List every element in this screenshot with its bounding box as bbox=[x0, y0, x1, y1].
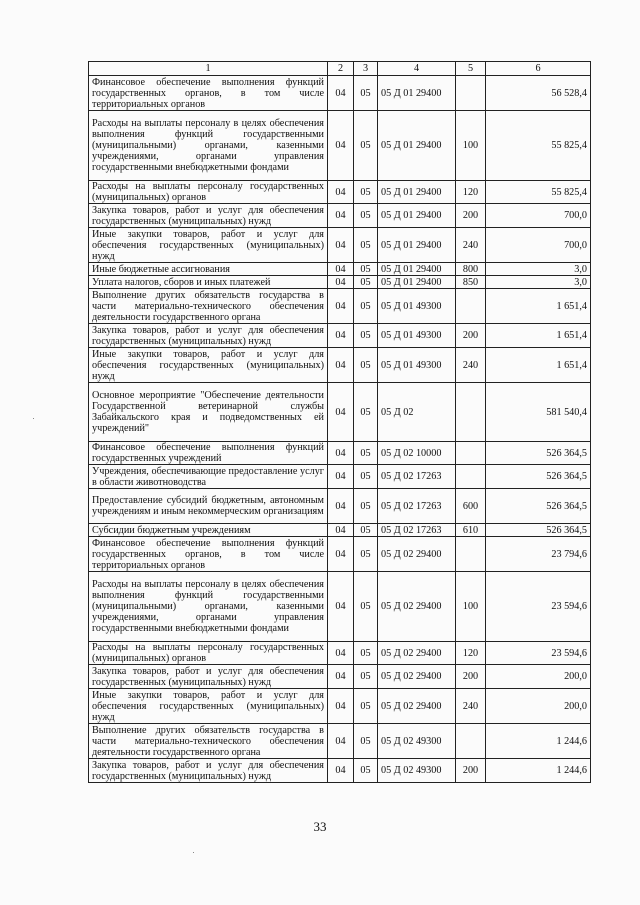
row-amount: 526 364,5 bbox=[486, 442, 591, 465]
row-expense-type: 240 bbox=[456, 348, 486, 383]
row-subsection-code: 05 bbox=[354, 276, 378, 289]
row-subsection-code: 05 bbox=[354, 537, 378, 572]
table-row bbox=[89, 465, 591, 489]
row-subsection-code: 05 bbox=[354, 489, 378, 524]
row-item-name: Основное мероприятие "Обеспечение деятельности Государственной ветеринарной службы Забайкальского края и подведомственных ей учреждений" bbox=[89, 383, 328, 442]
table-body bbox=[89, 76, 591, 783]
row-item-name: Иные закупки товаров, работ и услуг для обеспечения государственных (муниципальных) нужд bbox=[89, 689, 328, 724]
row-section-code: 04 bbox=[328, 489, 354, 524]
row-subsection-code: 05 bbox=[354, 289, 378, 324]
row-expense-type bbox=[456, 724, 486, 759]
row-section-code: 04 bbox=[328, 228, 354, 263]
row-amount: 526 364,5 bbox=[486, 465, 591, 489]
row-item-name: Расходы на выплаты персоналу в целях обеспечения выполнения функций государственными (муниципальными) органами, казенными учреждениями, органами управления государственными внебюджетными фондами bbox=[89, 572, 328, 642]
row-section-code: 04 bbox=[328, 442, 354, 465]
row-target-code: 05 Д 01 29400 bbox=[378, 204, 456, 228]
row-item-name: Закупка товаров, работ и услуг для обеспечения государственных (муниципальных) нужд bbox=[89, 759, 328, 783]
row-amount: 3,0 bbox=[486, 263, 591, 276]
row-expense-type: 240 bbox=[456, 689, 486, 724]
row-target-code: 05 Д 01 29400 bbox=[378, 111, 456, 181]
page-number: 33 bbox=[313, 819, 327, 834]
row-item-name: Финансовое обеспечение выполнения функций государственных учреждений bbox=[89, 442, 328, 465]
row-item-name: Закупка товаров, работ и услуг для обеспечения государственных (муниципальных) нужд bbox=[89, 665, 328, 689]
row-section-code: 04 bbox=[328, 181, 354, 204]
row-amount: 56 528,4 bbox=[486, 76, 591, 111]
row-amount: 55 825,4 bbox=[486, 181, 591, 204]
table-row bbox=[89, 263, 591, 276]
row-amount: 700,0 bbox=[486, 204, 591, 228]
row-expense-type: 850 bbox=[456, 276, 486, 289]
row-item-name: Выполнение других обязательств государства в части материально-технического обеспечения деятельности государственного органа bbox=[89, 289, 328, 324]
row-amount: 1 651,4 bbox=[486, 289, 591, 324]
row-subsection-code: 05 bbox=[354, 324, 378, 348]
row-item-name: Финансовое обеспечение выполнения функций государственных органов, в том числе территориальных органов bbox=[89, 537, 328, 572]
row-expense-type bbox=[456, 289, 486, 324]
row-expense-type: 240 bbox=[456, 228, 486, 263]
row-target-code: 05 Д 01 49300 bbox=[378, 289, 456, 324]
row-item-name: Расходы на выплаты персоналу государственных (муниципальных) органов bbox=[89, 181, 328, 204]
row-target-code: 05 Д 01 29400 bbox=[378, 76, 456, 111]
row-target-code: 05 Д 02 17263 bbox=[378, 465, 456, 489]
row-section-code: 04 bbox=[328, 642, 354, 665]
row-subsection-code: 05 bbox=[354, 181, 378, 204]
table-row bbox=[89, 524, 591, 537]
row-item-name: Выполнение других обязательств государства в части материально-технического обеспечения деятельности государственного органа bbox=[89, 724, 328, 759]
row-target-code: 05 Д 02 17263 bbox=[378, 489, 456, 524]
row-section-code: 04 bbox=[328, 537, 354, 572]
row-item-name: Финансовое обеспечение выполнения функций государственных органов, в том числе территориальных органов bbox=[89, 76, 328, 111]
row-expense-type bbox=[456, 537, 486, 572]
row-section-code: 04 bbox=[328, 324, 354, 348]
row-item-name: Уплата налогов, сборов и иных платежей bbox=[89, 276, 328, 289]
row-amount: 200,0 bbox=[486, 689, 591, 724]
row-target-code: 05 Д 01 29400 bbox=[378, 276, 456, 289]
budget-table bbox=[88, 61, 591, 783]
row-item-name: Иные бюджетные ассигнования bbox=[89, 263, 328, 276]
row-section-code: 04 bbox=[328, 204, 354, 228]
row-item-name: Расходы на выплаты персоналу в целях обеспечения выполнения функций государственными (муниципальными) органами, казенными учреждениями, органами управления государственными внебюджетными фондами bbox=[89, 111, 328, 181]
table-row bbox=[89, 276, 591, 289]
header-col-6: 6 bbox=[486, 62, 591, 76]
header-col-1: 1 bbox=[89, 62, 328, 76]
row-expense-type: 200 bbox=[456, 665, 486, 689]
row-amount: 581 540,4 bbox=[486, 383, 591, 442]
header-col-2: 2 bbox=[328, 62, 354, 76]
row-item-name: Иные закупки товаров, работ и услуг для обеспечения государственных (муниципальных) нужд bbox=[89, 348, 328, 383]
row-subsection-code: 05 bbox=[354, 76, 378, 111]
row-section-code: 04 bbox=[328, 383, 354, 442]
row-target-code: 05 Д 02 29400 bbox=[378, 537, 456, 572]
row-section-code: 04 bbox=[328, 665, 354, 689]
row-expense-type bbox=[456, 442, 486, 465]
row-subsection-code: 05 bbox=[354, 442, 378, 465]
header-col-3: 3 bbox=[354, 62, 378, 76]
row-amount: 55 825,4 bbox=[486, 111, 591, 181]
table-row bbox=[89, 572, 591, 642]
table-row bbox=[89, 348, 591, 383]
row-expense-type bbox=[456, 465, 486, 489]
row-section-code: 04 bbox=[328, 111, 354, 181]
row-target-code: 05 Д 02 10000 bbox=[378, 442, 456, 465]
scan-speck bbox=[33, 418, 34, 419]
row-amount: 1 244,6 bbox=[486, 724, 591, 759]
table-row bbox=[89, 665, 591, 689]
row-section-code: 04 bbox=[328, 276, 354, 289]
row-expense-type: 120 bbox=[456, 642, 486, 665]
row-expense-type: 200 bbox=[456, 759, 486, 783]
table-row bbox=[89, 324, 591, 348]
row-expense-type bbox=[456, 383, 486, 442]
row-item-name: Предоставление субсидий бюджетным, автономным учреждениям и иным некоммерческим организациям bbox=[89, 489, 328, 524]
row-amount: 1 651,4 bbox=[486, 348, 591, 383]
row-subsection-code: 05 bbox=[354, 111, 378, 181]
row-subsection-code: 05 bbox=[354, 465, 378, 489]
row-item-name: Расходы на выплаты персоналу государственных (муниципальных) органов bbox=[89, 642, 328, 665]
row-amount: 1 244,6 bbox=[486, 759, 591, 783]
scan-speck bbox=[193, 852, 194, 853]
row-expense-type: 200 bbox=[456, 204, 486, 228]
row-subsection-code: 05 bbox=[354, 228, 378, 263]
row-target-code: 05 Д 02 29400 bbox=[378, 642, 456, 665]
row-expense-type: 100 bbox=[456, 111, 486, 181]
table-row bbox=[89, 489, 591, 524]
row-amount: 23 594,6 bbox=[486, 572, 591, 642]
row-subsection-code: 05 bbox=[354, 572, 378, 642]
row-target-code: 05 Д 02 29400 bbox=[378, 689, 456, 724]
row-expense-type bbox=[456, 76, 486, 111]
table-row bbox=[89, 204, 591, 228]
row-target-code: 05 Д 01 29400 bbox=[378, 263, 456, 276]
row-expense-type: 100 bbox=[456, 572, 486, 642]
row-subsection-code: 05 bbox=[354, 263, 378, 276]
table-row bbox=[89, 724, 591, 759]
table-row bbox=[89, 181, 591, 204]
row-section-code: 04 bbox=[328, 263, 354, 276]
table-row bbox=[89, 642, 591, 665]
table-row bbox=[89, 289, 591, 324]
row-expense-type: 800 bbox=[456, 263, 486, 276]
row-target-code: 05 Д 02 49300 bbox=[378, 759, 456, 783]
row-target-code: 05 Д 01 29400 bbox=[378, 228, 456, 263]
row-expense-type: 120 bbox=[456, 181, 486, 204]
row-subsection-code: 05 bbox=[354, 524, 378, 537]
table-row bbox=[89, 689, 591, 724]
row-section-code: 04 bbox=[328, 524, 354, 537]
row-subsection-code: 05 bbox=[354, 724, 378, 759]
row-section-code: 04 bbox=[328, 724, 354, 759]
row-target-code: 05 Д 02 29400 bbox=[378, 665, 456, 689]
row-subsection-code: 05 bbox=[354, 665, 378, 689]
row-target-code: 05 Д 02 29400 bbox=[378, 572, 456, 642]
row-subsection-code: 05 bbox=[354, 642, 378, 665]
row-item-name: Учреждения, обеспечивающие предоставление услуг в области животноводства bbox=[89, 465, 328, 489]
header-row bbox=[89, 62, 591, 76]
table-row bbox=[89, 228, 591, 263]
row-subsection-code: 05 bbox=[354, 383, 378, 442]
row-amount: 700,0 bbox=[486, 228, 591, 263]
row-subsection-code: 05 bbox=[354, 759, 378, 783]
row-amount: 526 364,5 bbox=[486, 489, 591, 524]
row-target-code: 05 Д 01 49300 bbox=[378, 348, 456, 383]
row-amount: 200,0 bbox=[486, 665, 591, 689]
row-target-code: 05 Д 02 17263 bbox=[378, 524, 456, 537]
row-subsection-code: 05 bbox=[354, 348, 378, 383]
table-row bbox=[89, 76, 591, 111]
row-expense-type: 610 bbox=[456, 524, 486, 537]
header-col-4: 4 bbox=[378, 62, 456, 76]
table-row bbox=[89, 537, 591, 572]
row-amount: 1 651,4 bbox=[486, 324, 591, 348]
row-section-code: 04 bbox=[328, 759, 354, 783]
header-col-5: 5 bbox=[456, 62, 486, 76]
row-section-code: 04 bbox=[328, 465, 354, 489]
row-section-code: 04 bbox=[328, 572, 354, 642]
row-subsection-code: 05 bbox=[354, 689, 378, 724]
row-item-name: Закупка товаров, работ и услуг для обеспечения государственных (муниципальных) нужд bbox=[89, 324, 328, 348]
row-target-code: 05 Д 01 49300 bbox=[378, 324, 456, 348]
row-section-code: 04 bbox=[328, 76, 354, 111]
row-target-code: 05 Д 01 29400 bbox=[378, 181, 456, 204]
row-section-code: 04 bbox=[328, 289, 354, 324]
row-amount: 526 364,5 bbox=[486, 524, 591, 537]
row-expense-type: 600 bbox=[456, 489, 486, 524]
table-row bbox=[89, 759, 591, 783]
table-row bbox=[89, 111, 591, 181]
row-expense-type: 200 bbox=[456, 324, 486, 348]
row-item-name: Иные закупки товаров, работ и услуг для обеспечения государственных (муниципальных) нужд bbox=[89, 228, 328, 263]
row-item-name: Субсидии бюджетным учреждениям bbox=[89, 524, 328, 537]
row-subsection-code: 05 bbox=[354, 204, 378, 228]
row-amount: 3,0 bbox=[486, 276, 591, 289]
table-row bbox=[89, 383, 591, 442]
row-target-code: 05 Д 02 49300 bbox=[378, 724, 456, 759]
row-section-code: 04 bbox=[328, 689, 354, 724]
row-target-code: 05 Д 02 bbox=[378, 383, 456, 442]
row-amount: 23 794,6 bbox=[486, 537, 591, 572]
row-amount: 23 594,6 bbox=[486, 642, 591, 665]
row-item-name: Закупка товаров, работ и услуг для обеспечения государственных (муниципальных) нужд bbox=[89, 204, 328, 228]
row-section-code: 04 bbox=[328, 348, 354, 383]
table-row bbox=[89, 442, 591, 465]
